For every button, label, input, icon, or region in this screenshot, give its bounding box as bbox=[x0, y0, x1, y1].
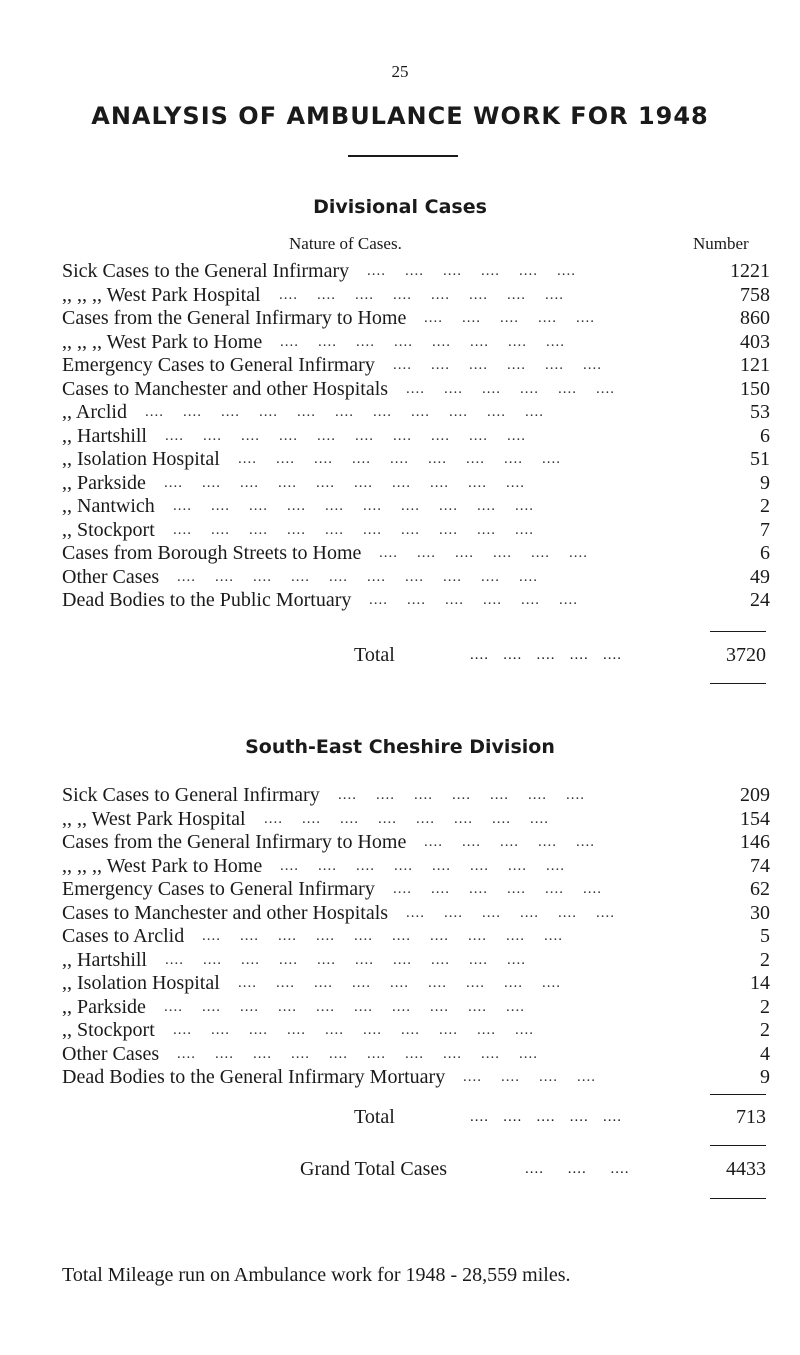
leader-dots: .... .... .... .... .... .... bbox=[406, 380, 615, 397]
leader-dots: .... .... .... .... .... .... bbox=[406, 904, 615, 921]
table-row bbox=[62, 566, 772, 590]
row-label: Cases from the General Infirmary to Home bbox=[62, 831, 407, 853]
table-row bbox=[62, 1043, 772, 1067]
leader-dots: .... .... .... .... .... .... bbox=[393, 881, 602, 897]
leader-dots: .... .... .... .... .... .... .... .... .... .... bbox=[177, 1045, 538, 1062]
row-number: 74 bbox=[750, 854, 770, 877]
se-total-rule bbox=[710, 1094, 766, 1095]
leader-dots: .... .... .... .... .... .... .... .... .... .... bbox=[202, 928, 563, 944]
table-row bbox=[62, 519, 772, 543]
leader-dots: .... .... .... .... .... .... .... .... bbox=[279, 286, 564, 303]
table-row bbox=[62, 878, 772, 902]
row-number: 2 bbox=[760, 1019, 770, 1041]
table-row bbox=[62, 307, 772, 331]
leader-dots: .... .... .... .... .... .... bbox=[367, 263, 576, 279]
leader-dots: .... .... .... .... .... .... .... .... .... .... bbox=[173, 1022, 534, 1038]
table-row bbox=[62, 425, 772, 449]
row-number: 51 bbox=[750, 448, 770, 470]
table-row bbox=[62, 972, 772, 996]
table-row bbox=[62, 448, 772, 472]
row-label: ,, Isolation Hospital bbox=[62, 972, 220, 994]
south-east-total-value: 713 bbox=[736, 1106, 766, 1128]
row-label: ,, Stockport bbox=[62, 1019, 155, 1041]
row-label: Emergency Cases to General Infirmary bbox=[62, 354, 375, 376]
row-number: 53 bbox=[750, 401, 770, 423]
row-label: ,, ,, West Park Hospital bbox=[62, 807, 246, 830]
leader-dots: .... .... .... .... .... bbox=[424, 310, 595, 326]
table-row bbox=[62, 1066, 772, 1090]
row-number: 146 bbox=[740, 831, 770, 853]
grand-total-leader-dots: .... .... .... bbox=[525, 1161, 630, 1177]
total-underline bbox=[710, 683, 766, 684]
row-label: ,, Arclid bbox=[62, 401, 127, 423]
leader-dots: .... .... .... .... .... .... .... .... .... .... bbox=[165, 427, 526, 444]
row-number: 7 bbox=[760, 518, 770, 541]
row-number: 24 bbox=[750, 589, 770, 611]
row-number: 154 bbox=[740, 807, 770, 830]
row-label: Dead Bodies to the Public Mortuary bbox=[62, 589, 352, 611]
divisional-table bbox=[62, 260, 772, 613]
total-mileage: Total Mileage run on Ambulance work for 1948 - 28,559 miles. bbox=[62, 1264, 571, 1286]
total-rule bbox=[710, 631, 766, 632]
leader-dots: .... .... .... .... .... .... .... .... bbox=[280, 857, 565, 874]
table-row bbox=[62, 1019, 772, 1043]
row-label: Cases from Borough Streets to Home bbox=[62, 542, 362, 564]
table-row bbox=[62, 808, 772, 832]
leader-dots: .... .... .... .... .... .... .... .... .... .... bbox=[164, 998, 525, 1015]
leader-dots: .... .... .... .... .... .... bbox=[393, 357, 602, 373]
leader-dots: .... .... .... .... .... bbox=[424, 834, 595, 850]
divisional-total-label: Total bbox=[354, 644, 395, 666]
row-number: 403 bbox=[740, 330, 770, 353]
row-label: Cases to Arclid bbox=[62, 925, 185, 947]
row-number: 150 bbox=[740, 377, 770, 400]
row-number: 62 bbox=[750, 878, 770, 900]
row-number: 758 bbox=[740, 283, 770, 306]
table-row bbox=[62, 472, 772, 496]
row-number: 2 bbox=[760, 995, 770, 1018]
row-label: ,, Hartshill bbox=[62, 948, 147, 971]
table-row bbox=[62, 378, 772, 402]
row-label: Other Cases bbox=[62, 1042, 160, 1065]
leader-dots: .... .... .... .... .... .... .... .... .... .... .... bbox=[145, 404, 544, 420]
row-number: 1221 bbox=[730, 260, 770, 282]
title-divider bbox=[348, 155, 458, 157]
south-east-heading: South-East Cheshire Division bbox=[245, 736, 555, 758]
leader-dots: .... .... .... .... .... .... .... .... .... .... bbox=[173, 521, 534, 538]
row-number: 6 bbox=[760, 424, 770, 447]
row-label: ,, ,, ,, West Park Hospital bbox=[62, 283, 261, 306]
table-row bbox=[62, 784, 772, 808]
grand-total-value: 4433 bbox=[726, 1158, 766, 1180]
row-number: 30 bbox=[750, 901, 770, 924]
leader-dots: .... .... .... .... .... .... bbox=[379, 545, 588, 561]
table-row bbox=[62, 354, 772, 378]
page-title: ANALYSIS OF AMBULANCE WORK FOR 1948 bbox=[91, 102, 709, 130]
leader-dots: .... .... .... .... .... .... bbox=[369, 592, 578, 608]
row-label: ,, Hartshill bbox=[62, 424, 147, 447]
column-header-nature: Nature of Cases. bbox=[289, 234, 402, 253]
table-row bbox=[62, 284, 772, 308]
row-number: 49 bbox=[750, 565, 770, 588]
south-east-table bbox=[62, 784, 772, 1090]
row-label: Sick Cases to the General Infirmary bbox=[62, 260, 350, 282]
table-row bbox=[62, 925, 772, 949]
row-label: Cases to Manchester and other Hospitals bbox=[62, 901, 389, 924]
row-number: 2 bbox=[760, 948, 770, 971]
row-number: 9 bbox=[760, 1066, 770, 1088]
leader-dots: .... .... .... .... .... .... .... .... .... bbox=[238, 451, 561, 467]
leader-dots: .... .... .... .... .... .... .... .... bbox=[264, 810, 549, 827]
table-row bbox=[62, 949, 772, 973]
row-label: Emergency Cases to General Infirmary bbox=[62, 878, 375, 900]
row-label: ,, Stockport bbox=[62, 518, 155, 541]
leader-dots: .... .... .... .... .... .... .... bbox=[338, 787, 585, 803]
leader-dots: .... .... .... .... bbox=[463, 1069, 596, 1085]
column-header-number: Number bbox=[693, 234, 749, 253]
se-total-leader-dots: .... .... .... .... .... bbox=[470, 1109, 622, 1125]
south-east-total-label: Total bbox=[354, 1106, 395, 1128]
table-row bbox=[62, 401, 772, 425]
leader-dots: .... .... .... .... .... .... .... .... .... .... bbox=[164, 474, 525, 491]
row-number: 9 bbox=[760, 471, 770, 494]
table-row bbox=[62, 495, 772, 519]
row-number: 2 bbox=[760, 495, 770, 517]
row-number: 209 bbox=[740, 784, 770, 806]
row-label: ,, ,, ,, West Park to Home bbox=[62, 330, 263, 353]
total-leader-dots: .... .... .... .... .... bbox=[470, 647, 622, 663]
table-row bbox=[62, 589, 772, 613]
row-label: ,, Isolation Hospital bbox=[62, 448, 220, 470]
row-number: 4 bbox=[760, 1042, 770, 1065]
row-label: ,, ,, ,, West Park to Home bbox=[62, 854, 263, 877]
row-number: 6 bbox=[760, 542, 770, 564]
row-number: 14 bbox=[750, 972, 770, 994]
row-label: Other Cases bbox=[62, 565, 160, 588]
table-row bbox=[62, 260, 772, 284]
table-row bbox=[62, 542, 772, 566]
row-label: ,, Nantwich bbox=[62, 495, 155, 517]
table-row bbox=[62, 855, 772, 879]
row-number: 121 bbox=[740, 354, 770, 376]
table-row bbox=[62, 902, 772, 926]
row-label: Dead Bodies to the General Infirmary Mortuary bbox=[62, 1066, 446, 1088]
leader-dots: .... .... .... .... .... .... .... .... .... .... bbox=[165, 951, 526, 968]
table-row bbox=[62, 831, 772, 855]
grand-total-underline bbox=[710, 1198, 766, 1199]
table-row bbox=[62, 996, 772, 1020]
page-number: 25 bbox=[391, 62, 409, 81]
table-row bbox=[62, 331, 772, 355]
grand-total-rule bbox=[710, 1145, 766, 1146]
row-label: Cases from the General Infirmary to Home bbox=[62, 307, 407, 329]
row-label: ,, Parkside bbox=[62, 471, 146, 494]
grand-total-label: Grand Total Cases bbox=[300, 1158, 448, 1180]
row-label: Sick Cases to General Infirmary bbox=[62, 784, 320, 806]
leader-dots: .... .... .... .... .... .... .... .... .... bbox=[238, 975, 561, 991]
leader-dots: .... .... .... .... .... .... .... .... .... .... bbox=[173, 498, 534, 514]
row-number: 860 bbox=[740, 307, 770, 329]
row-number: 5 bbox=[760, 925, 770, 947]
row-label: Cases to Manchester and other Hospitals bbox=[62, 377, 389, 400]
divisional-total-value: 3720 bbox=[726, 644, 766, 666]
divisional-heading: Divisional Cases bbox=[313, 196, 487, 218]
leader-dots: .... .... .... .... .... .... .... .... bbox=[280, 333, 565, 350]
leader-dots: .... .... .... .... .... .... .... .... .... .... bbox=[177, 568, 538, 585]
row-label: ,, Parkside bbox=[62, 995, 146, 1018]
